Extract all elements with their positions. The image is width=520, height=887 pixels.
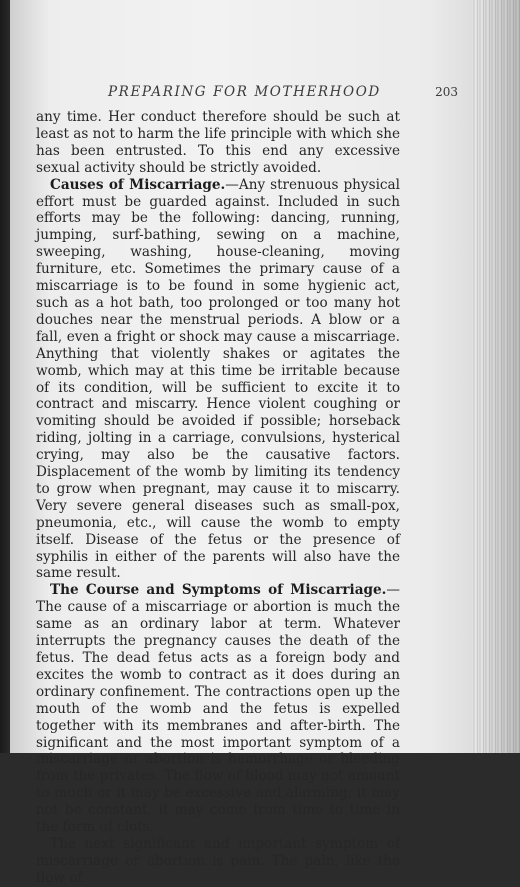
page-stack-shadow [478,0,520,753]
paragraph-course-and-symptoms [36,582,400,836]
paragraph-continuation [36,109,400,177]
paragraph-text: —The cause of a miscarriage or abortion is much the same as an ordinary labor at term. Whatever interrupts the pregnancy causes the death of the fetus. The dead fetus acts as a foreign body and excites the womb to contract as it does during an ordinary confinement. The contractions open up the mouth of the womb and the fetus is expelled together with its membranes and after-birth. The significant and the most important symptom of a miscarriage or abortion is hemorrhage or bleeding from the privates. The flow of blood may not amount to much or it may be excessive and alarming; it may not be constant, it may come from time to time in the form of clots. [36,582,400,836]
paragraph-text: The next significant and important symptom of miscarriage or abortion is pain. The pain, like the flow of [36,835,400,886]
book-page [10,0,478,886]
section-heading: Causes of Miscarriage. [50,176,226,193]
running-head [60,84,460,104]
running-head-title: PREPARING FOR MOTHERHOOD [108,84,381,100]
paragraph-causes-of-miscarriage [36,177,400,583]
section-heading: The Course and Symptoms of Miscarriage. [50,582,387,599]
page-number: 203 [435,85,458,99]
body-text [36,109,400,887]
paragraph-text: —Any strenuous physical effort must be guarded against. Included in such efforts may be the following: dancing, running, jumping, surf-bathing, sewing on a machine, sweeping, washing, house-cleaning, moving furniture, etc. Sometimes the primary cause of a miscarriage is to be found in some hygienic act, such as a hot bath, too prolonged or too many hot douches near the menstrual periods. A blow or a fall, even a fright or shock may cause a miscarriage. Anything that violently shakes or agitates the womb, which may at this time be irritable because of its condition, will be sufficient to excite it to contract and miscarry. Hence violent coughing or vomiting should be avoided if possible; horseback riding, jolting in a carriage, convulsions, hysterical crying, may also be the causative factors. Displacement of the womb by limiting its tendency to grow when pregnant, may cause it to miscarry. Very severe general diseases such as small-pox, pneumonia, etc., will cause the womb to empty itself. Disease of the fetus or the presence of syphilis in either of the parents will also have the same result. [36,176,400,582]
paragraph-pain [36,836,400,887]
paragraph-text: any time. Her conduct therefore should be such at least as not to harm the life principle with which she has been entrusted. To this end any excessive sexual activity should be strictly avoided. [36,109,400,176]
